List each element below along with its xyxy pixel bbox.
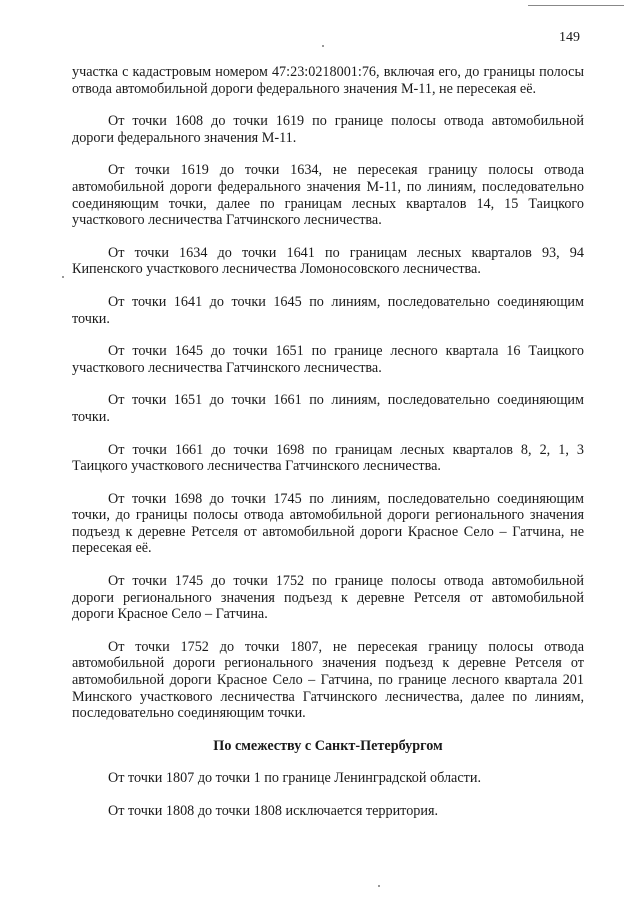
paragraph-1634-1641: От точки 1634 до точки 1641 по границам лесных кварталов 93, 94 Кипенского участкового лесничества Ломоносовского лесничества. <box>72 244 584 278</box>
paragraph-continuation: участка с кадастровым номером 47:23:0218001:76, включая его, до границы полосы отвода автомобильной дороги федерального значения М-11, не пересекая её. <box>72 64 584 97</box>
scan-speck <box>378 885 380 887</box>
paragraph-1698-1745: От точки 1698 до точки 1745 по линиям, последовательно соединяющим точки, до границы полосы отвода автомобильной дороги регионального значения подъезд к деревне Ретселя от автомобильной дороги Красное Село – Гатчина, не пересекая её. <box>72 490 584 557</box>
paragraph-1661-1698: От точки 1661 до точки 1698 по границам лесных кварталов 8, 2, 1, 3 Таицкого участкового лесничества Гатчинского лесничества. <box>72 441 584 475</box>
page-number: 149 <box>559 30 580 45</box>
scan-speck <box>322 45 324 47</box>
paragraph-1645-1651: От точки 1645 до точки 1651 по границе лесного квартала 16 Таицкого участкового лесничества Гатчинского лесничества. <box>72 343 584 376</box>
paragraph-1608-1619: От точки 1608 до точки 1619 по границе полосы отвода автомобильной дороги федерального значения М-11. <box>72 113 584 146</box>
paragraph-1641-1645: От точки 1641 до точки 1645 по линиям, последовательно соединяющим точки. <box>72 293 584 327</box>
paragraph-1752-1807: От точки 1752 до точки 1807, не пересекая границу полосы отвода автомобильной дороги регионального значения подъезд к деревне Ретселя от автомобильной дороги Красное Село – Гатчина, по границе лесного квартала 201 Минского участкового лесничества Гатчинского лесничества, далее по линиям, последовательно соединяющим точки. <box>72 638 584 722</box>
paragraph-1745-1752: От точки 1745 до точки 1752 по границе полосы отвода автомобильной дороги регионального значения подъезд к деревне Ретселя от автомобильной дороги Красное Село – Гатчина. <box>72 573 584 623</box>
document-body <box>72 64 584 836</box>
paragraph-1651-1661: От точки 1651 до точки 1661 по линиям, последовательно соединяющим точки. <box>72 392 584 425</box>
paragraph-1807-1: От точки 1807 до точки 1 по границе Ленинградской области. <box>108 770 481 787</box>
paragraph-1808-1808: От точки 1808 до точки 1808 исключается территория. <box>108 803 439 819</box>
section-heading: По смежеству с Санкт-Петербургом <box>213 737 443 754</box>
top-edge-rule <box>528 5 624 6</box>
scan-speck <box>62 276 64 278</box>
paragraph-1619-1634: От точки 1619 до точки 1634, не пересекая границу полосы отвода автомобильной дороги федерального значения М-11, по линиям, последовательно соединяющим точки, далее по границам лесных кварталов 14, 15 Таицкого участкового лесничества Гатчинского лесничества. <box>72 162 584 229</box>
